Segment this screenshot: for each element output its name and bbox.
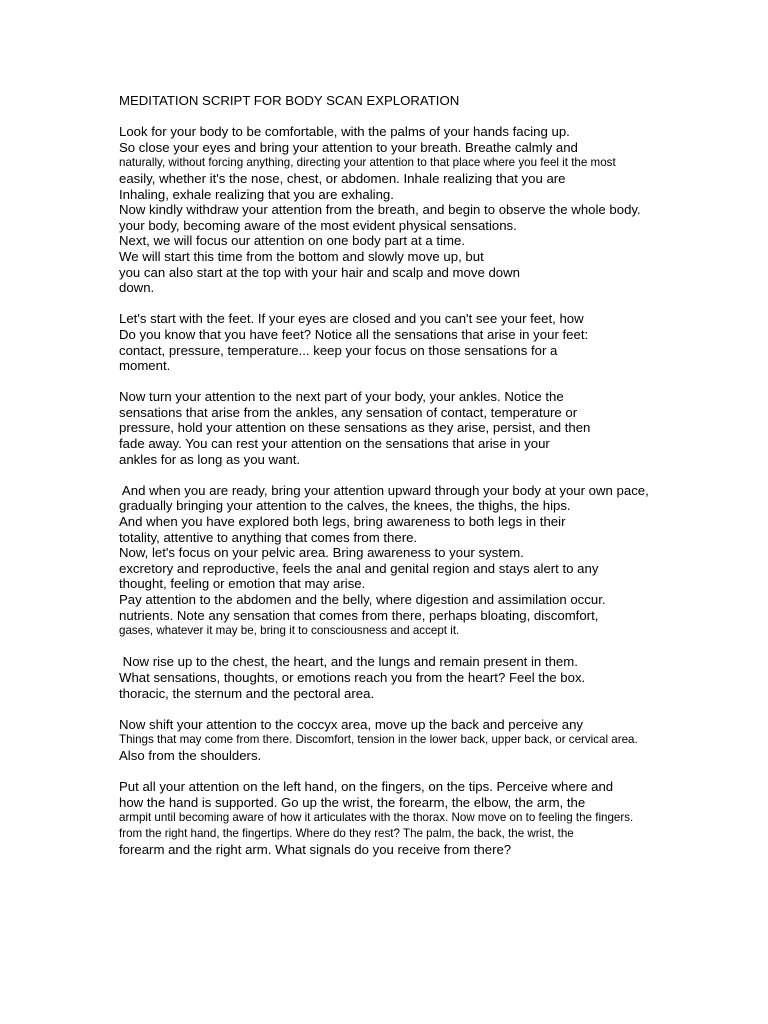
- text-line: And when you have explored both legs, bring awareness to both legs in their: [119, 514, 566, 530]
- document-body: [119, 124, 759, 857]
- paragraph-gap: [119, 296, 759, 312]
- text-line: Look for your body to be comfortable, with the palms of your hands facing up.: [119, 124, 570, 140]
- text-line: Things that may come from there. Discomfort, tension in the lower back, upper back, or cervical area.: [119, 733, 638, 747]
- text-line: Also from the shoulders.: [119, 747, 262, 763]
- text-line: pressure, hold your attention on these sensations as they arise, persist, and then: [119, 420, 591, 436]
- text-line: sensations that arise from the ankles, any sensation of contact, temperature or: [119, 404, 578, 420]
- text-line: ankles for as long as you want.: [119, 451, 301, 467]
- paragraph: [119, 717, 759, 764]
- text-line: totality, attentive to anything that comes from there.: [119, 529, 418, 545]
- text-line: you can also start at the top with your hair and scalp and move down: [119, 264, 520, 280]
- text-line: naturally, without forcing anything, directing your attention to that place where you feel it the most: [119, 156, 616, 170]
- paragraph-gap: [119, 701, 759, 717]
- text-line: armpit until becoming aware of how it articulates with the thorax. Now move on to feeling the fingers.: [119, 811, 634, 825]
- text-line: And when you are ready, bring your attention upward through your body at your own pace,: [119, 482, 649, 498]
- text-line: fade away. You can rest your attention on the sensations that arise in your: [119, 436, 550, 452]
- text-line: nutrients. Note any sensation that comes from there, perhaps bloating, discomfort,: [119, 607, 599, 623]
- text-line: Put all your attention on the left hand, on the fingers, on the tips. Perceive where and: [119, 779, 614, 795]
- text-line: We will start this time from the bottom and slowly move up, but: [119, 248, 484, 264]
- text-line: your body, becoming aware of the most evident physical sensations.: [119, 217, 517, 233]
- paragraph-gap: [119, 764, 759, 780]
- text-line: moment.: [119, 358, 171, 374]
- text-line: Now shift your attention to the coccyx area, move up the back and perceive any: [119, 716, 584, 732]
- text-line: So close your eyes and bring your attention to your breath. Breathe calmly and: [119, 139, 578, 155]
- paragraph: [119, 779, 759, 857]
- paragraph: [119, 311, 759, 373]
- text-line: Do you know that you have feet? Notice all the sensations that arise in your feet:: [119, 326, 589, 342]
- paragraph-gap: [119, 109, 759, 125]
- text-line: thoracic, the sternum and the pectoral area.: [119, 685, 375, 701]
- text-line: easily, whether it's the nose, chest, or abdomen. Inhale realizing that you are: [119, 170, 566, 186]
- text-line: Pay attention to the abdomen and the belly, where digestion and assimilation occur.: [119, 592, 606, 607]
- paragraph: [119, 483, 759, 639]
- text-line: from the right hand, the fingertips. Where do they rest? The palm, the back, the wrist, the: [119, 826, 574, 840]
- text-line: gradually bringing your attention to the calves, the knees, the thighs, the hips.: [119, 498, 571, 514]
- text-line: Next, we will focus our attention on one body part at a time.: [119, 233, 465, 249]
- text-line: Now rise up to the chest, the heart, and the lungs and remain present in them.: [119, 654, 578, 670]
- text-line: Now kindly withdraw your attention from the breath, and begin to observe the whole body.: [119, 202, 641, 218]
- paragraph-gap: [119, 374, 759, 390]
- paragraph: [119, 389, 759, 467]
- text-line: Let's start with the feet. If your eyes are closed and you can't see your feet, how: [119, 311, 584, 327]
- paragraph-gap: [119, 467, 759, 483]
- text-line: down.: [119, 280, 155, 296]
- text-line: forearm and the right arm. What signals do you receive from there?: [119, 841, 512, 857]
- text-line: excretory and reproductive, feels the anal and genital region and stays alert to any: [119, 560, 599, 576]
- text-line: gases, whatever it may be, bring it to consciousness and accept it.: [119, 624, 460, 638]
- text-line: Now, let's focus on your pelvic area. Bring awareness to your system.: [119, 545, 524, 561]
- paragraph: [119, 124, 759, 296]
- paragraph-gap: [119, 639, 759, 655]
- text-line: Now turn your attention to the next part of your body, your ankles. Notice the: [119, 389, 564, 405]
- text-line: Inhaling, exhale realizing that you are exhaling.: [119, 186, 394, 202]
- document-title: MEDITATION SCRIPT FOR BODY SCAN EXPLORATION: [119, 93, 460, 108]
- text-line: contact, pressure, temperature... keep your focus on those sensations for a: [119, 342, 558, 358]
- text-line: What sensations, thoughts, or emotions reach you from the heart? Feel the box.: [119, 669, 586, 685]
- text-line: thought, feeling or emotion that may arise.: [119, 576, 366, 592]
- document-page: [119, 93, 759, 857]
- paragraph: [119, 654, 759, 701]
- text-line: how the hand is supported. Go up the wrist, the forearm, the elbow, the arm, the: [119, 794, 586, 810]
